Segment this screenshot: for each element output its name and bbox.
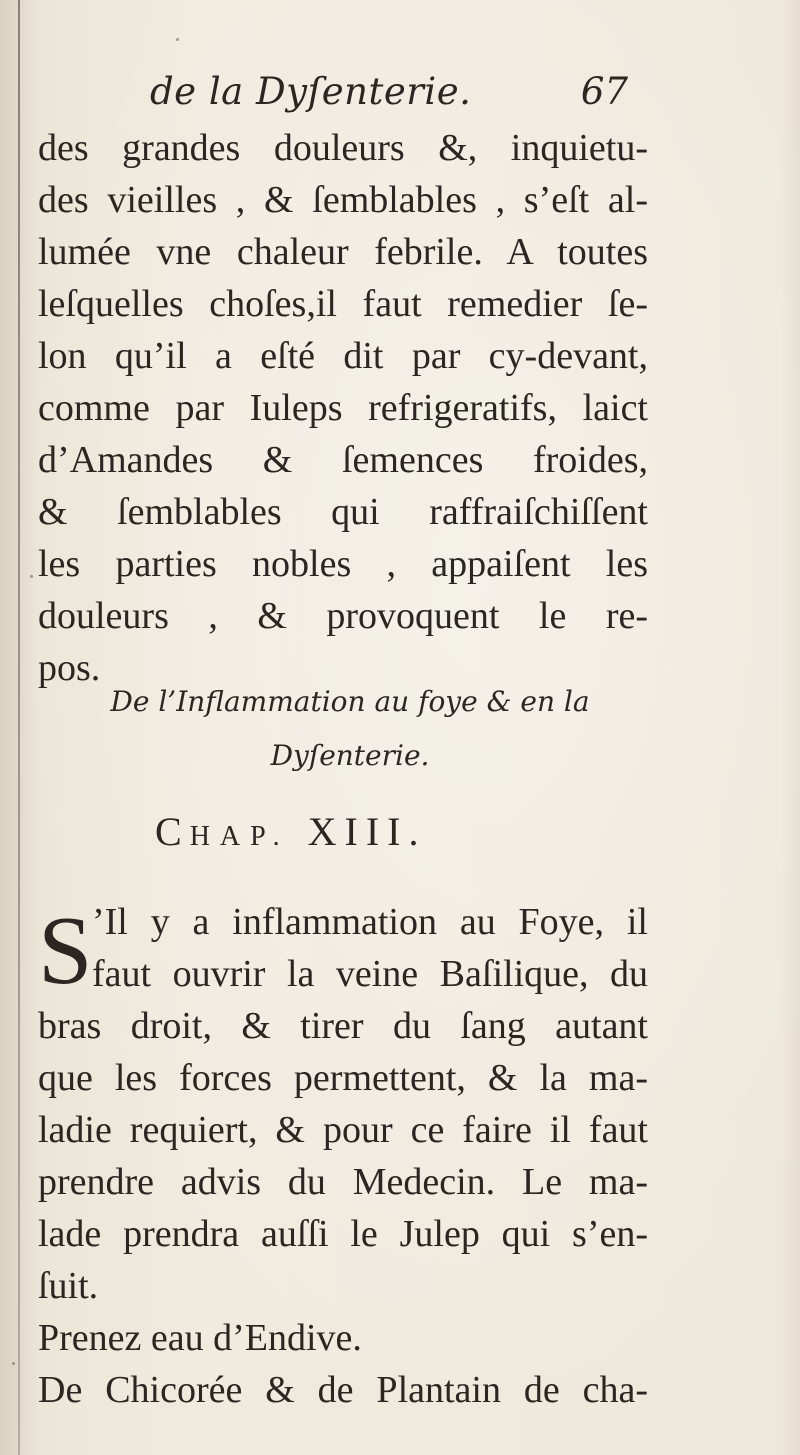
- text-line: que les forces permettent, & la ma-: [38, 1057, 648, 1099]
- text-line: lade prendra auſſi le Julep qui s’en-: [38, 1213, 648, 1255]
- page-number: 67: [580, 70, 628, 113]
- section-heading-line-2: Dyſenterie.: [270, 739, 430, 772]
- text-line: faut ouvrir la veine Baſilique, du: [92, 953, 648, 995]
- chapter-label: HAP.: [189, 821, 290, 852]
- text-line: lon qu’il a eſté dit par cy-devant,: [38, 335, 648, 377]
- text-line: prendre advis du Medecin. Le ma-: [38, 1161, 648, 1203]
- text-line: des grandes douleurs &, inquietu-: [38, 127, 648, 169]
- ink-speck: [176, 38, 179, 41]
- chapter-initial: C: [155, 809, 190, 854]
- paragraph-2: [38, 896, 648, 1416]
- text-line: lumée vne chaleur febrile. A toutes: [38, 231, 648, 273]
- text-line: ’Il y a inflammation au Foye, il: [92, 901, 648, 943]
- text-line: pos.: [38, 647, 101, 689]
- ink-speck: [30, 575, 33, 578]
- text-line: douleurs , & provoquent le re-: [38, 595, 648, 637]
- page-gutter-edge: [18, 0, 20, 1455]
- ink-speck: [12, 1362, 15, 1365]
- text-line: les parties nobles , appaiſent les: [38, 543, 648, 585]
- text-line: leſquelles choſes,il faut remedier ſe-: [38, 283, 648, 325]
- text-line: De Chicorée & de Plantain de cha-: [38, 1369, 648, 1411]
- text-line: ſuit.: [38, 1265, 99, 1307]
- running-title: de la Dyſenterie.: [150, 70, 472, 113]
- running-header: [150, 70, 650, 120]
- text-line: bras droit, & tirer du ſang autant: [38, 1005, 648, 1047]
- drop-cap: S: [38, 897, 93, 1005]
- paragraph-1: [38, 122, 648, 694]
- chapter-number: XIII.: [307, 809, 427, 854]
- section-heading-line-1: De l’Inflammation au foye & en la: [110, 685, 590, 718]
- text-line: des vieilles , & ſemblables , s’eſt al-: [38, 179, 648, 221]
- chapter-heading: [155, 808, 555, 855]
- section-heading: [60, 675, 640, 783]
- text-line: comme par Iuleps refrigeratifs, laict: [38, 387, 648, 429]
- text-line: & ſemblables qui raffraiſchiſſent: [38, 491, 648, 533]
- text-line: Prenez eau d’Endive.: [38, 1317, 362, 1359]
- text-line: d’Amandes & ſemences froides,: [38, 439, 648, 481]
- text-line: ladie requiert, & pour ce faire il faut: [38, 1109, 648, 1151]
